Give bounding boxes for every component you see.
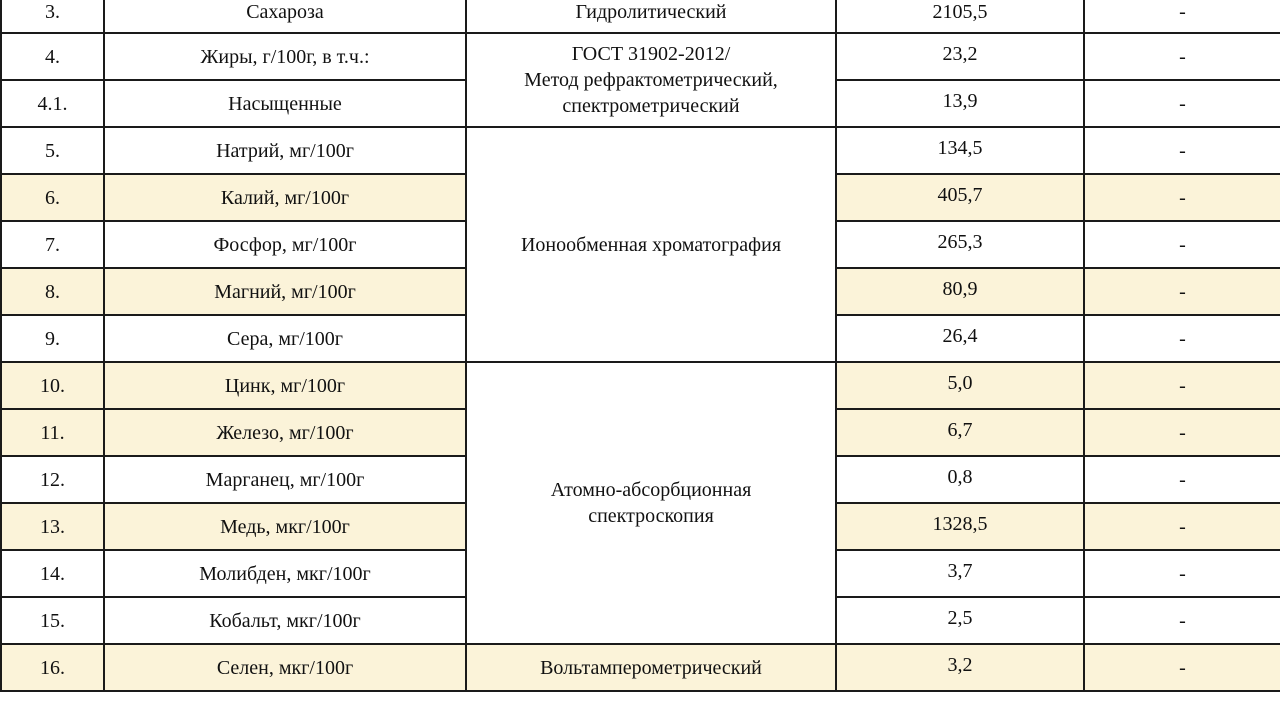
norm-value: - [1084,315,1280,362]
row-number: 3. [1,0,104,33]
row-number: 8. [1,268,104,315]
row-number: 15. [1,597,104,644]
table-row [1,362,1280,409]
indicator-name: Калий, мг/100г [104,174,466,221]
result-value: 3,2 [836,644,1084,691]
method-cell [466,362,836,644]
method-gost-line3: спектрометрический [562,95,740,117]
method-gost-line1: ГОСТ 31902-2012/ [571,43,731,65]
norm-value: - [1084,644,1280,691]
row-number: 6. [1,174,104,221]
result-value: 80,9 [836,268,1084,315]
norm-value: - [1084,597,1280,644]
row-number: 5. [1,127,104,174]
row-number: 13. [1,503,104,550]
indicator-name: Фосфор, мг/100г [104,221,466,268]
row-number: 12. [1,456,104,503]
indicator-name: Марганец, мг/100г [104,456,466,503]
norm-value: - [1084,33,1280,80]
row-number: 4. [1,33,104,80]
row-number: 16. [1,644,104,691]
indicator-name: Магний, мг/100г [104,268,466,315]
row-number: 10. [1,362,104,409]
result-value: 405,7 [836,174,1084,221]
result-value: 2105,5 [836,0,1084,33]
row-number: 4.1. [1,80,104,127]
row-number: 14. [1,550,104,597]
method-gost-line2: Метод рефрактометрический, [524,69,778,91]
table-row [1,33,1280,80]
table-row [1,127,1280,174]
result-value: 134,5 [836,127,1084,174]
result-value: 6,7 [836,409,1084,456]
table-row [1,0,1280,33]
indicator-name: Цинк, мг/100г [104,362,466,409]
table-row [1,644,1280,691]
result-value: 5,0 [836,362,1084,409]
indicator-name: Селен, мкг/100г [104,644,466,691]
result-value: 265,3 [836,221,1084,268]
indicator-name: Медь, мкг/100г [104,503,466,550]
method-cell [466,33,836,127]
result-value: 23,2 [836,33,1084,80]
norm-value: - [1084,80,1280,127]
norm-value: - [1084,174,1280,221]
indicator-name: Насыщенные [104,80,466,127]
norm-value: - [1084,268,1280,315]
method-atomic-line1: Атомно-абсорбционная [550,479,752,501]
indicator-name: Молибден, мкг/100г [104,550,466,597]
row-number: 9. [1,315,104,362]
method-cell: Ионообменная хроматография [466,127,836,362]
norm-value: - [1084,409,1280,456]
result-value: 13,9 [836,80,1084,127]
norm-value: - [1084,456,1280,503]
norm-value: - [1084,221,1280,268]
norm-value: - [1084,127,1280,174]
row-number: 7. [1,221,104,268]
norm-value: - [1084,0,1280,33]
indicator-name: Железо, мг/100г [104,409,466,456]
norm-value: - [1084,362,1280,409]
norm-value: - [1084,503,1280,550]
method-atomic-line2: спектроскопия [588,505,714,527]
indicator-name: Натрий, мг/100г [104,127,466,174]
result-value: 2,5 [836,597,1084,644]
result-value: 0,8 [836,456,1084,503]
result-value: 3,7 [836,550,1084,597]
result-value: 26,4 [836,315,1084,362]
indicator-name: Сахароза [104,0,466,33]
norm-value: - [1084,550,1280,597]
row-number: 11. [1,409,104,456]
indicator-name: Кобальт, мкг/100г [104,597,466,644]
method-cell: Вольтамперометрический [466,644,836,691]
indicator-name: Жиры, г/100г, в т.ч.: [104,33,466,80]
result-value: 1328,5 [836,503,1084,550]
method-cell: Гидролитический [466,0,836,33]
indicator-name: Сера, мг/100г [104,315,466,362]
